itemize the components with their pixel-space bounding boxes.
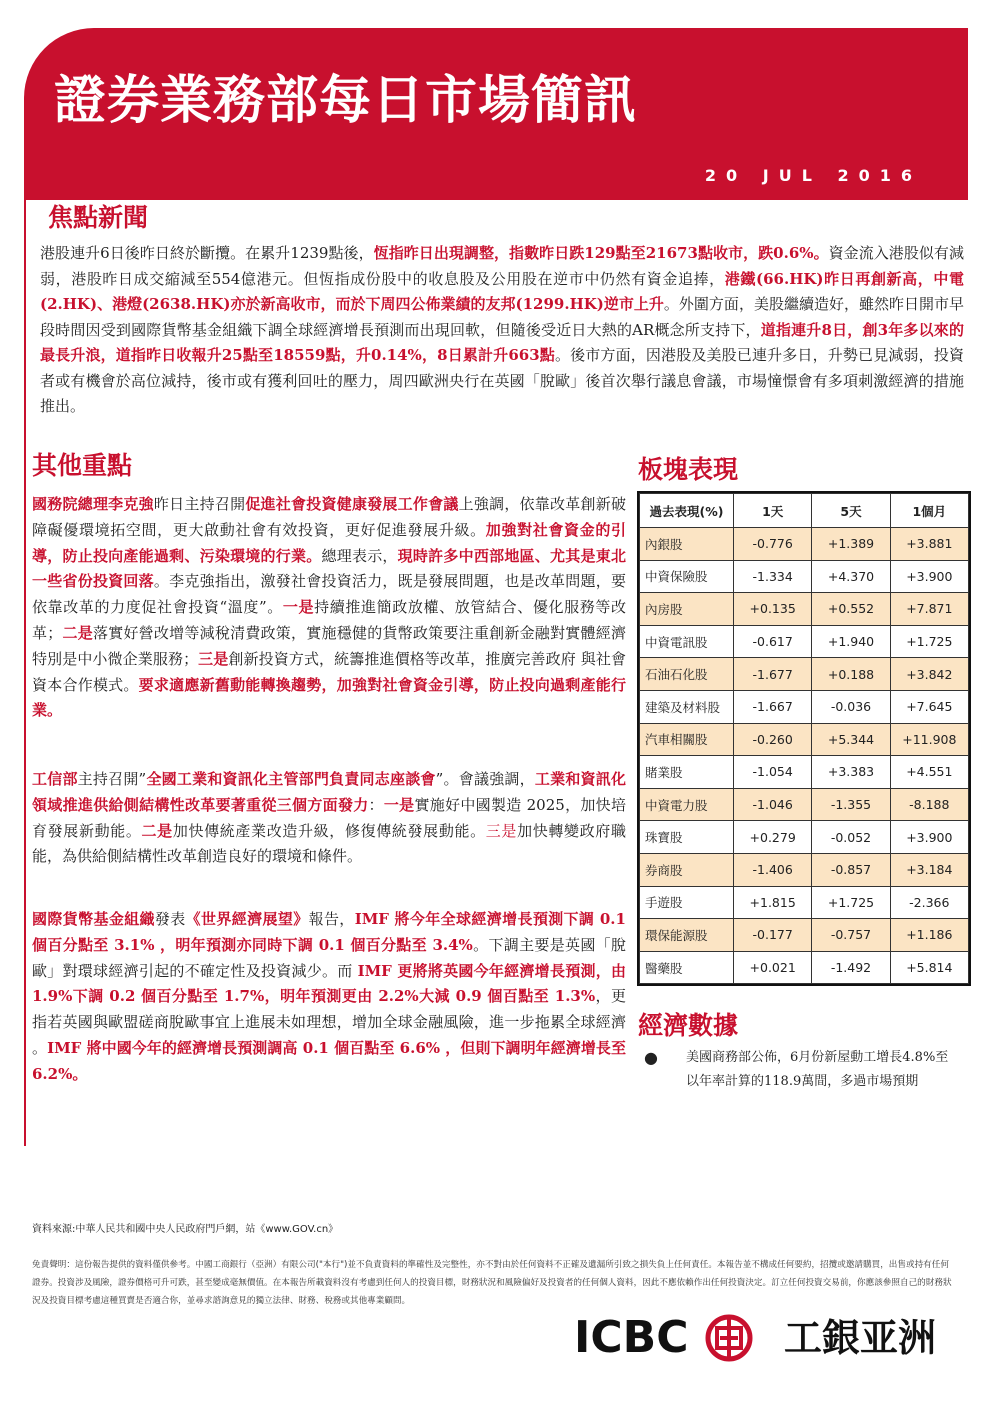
one-day-cell: -1.406 [734, 853, 812, 886]
one-month-cell: +3.900 [890, 560, 968, 593]
one-day-cell: -1.667 [734, 690, 812, 723]
highlight-segment: 工業和資訊化領域推進供給側結構性改革要著重從三個方面發力 [32, 770, 626, 814]
one-month-cell: +4.551 [890, 756, 968, 789]
table-row [640, 723, 969, 756]
five-day-cell: +0.188 [812, 658, 890, 691]
highlight-segment: 道指連升8日，創3年多以來的最長升浪，道指昨日收報升25點至18559點，升0.14%，8日累計升663點 [40, 320, 964, 364]
sector-performance-title: 板塊表現 [638, 455, 739, 484]
one-day-cell: -1.677 [734, 658, 812, 691]
table-row [640, 821, 969, 854]
text-segment: 港股連升6日後昨日終於斷攬。在累升1239點後， [40, 244, 374, 262]
page-title: 證券業務部每日市場簡訊 [54, 71, 638, 131]
five-day-cell: -0.757 [812, 919, 890, 952]
header-5-day: 5天 [812, 494, 890, 528]
logo-chinese-text: 工銀亚洲 [784, 1316, 937, 1360]
text-segment: 昨日主持召開 [153, 495, 246, 513]
table-header-row [640, 494, 969, 528]
five-day-cell: +0.552 [812, 593, 890, 626]
highlight-segment: 《世界經濟展望》 [185, 910, 309, 928]
highlight-segment: 加強對社會資金的引導，防止投向產能過剩、污染環境的行業。 [32, 520, 626, 565]
economic-data-title: 經濟數據 [638, 1011, 739, 1040]
text-segment: 。李克強指出，激發社會投資活力，既是發展問題，也是改革問題，要依靠改革的力度促社會投資“溫度”。 [32, 572, 626, 617]
sector-name-cell: 中資電訊股 [640, 625, 734, 658]
highlight-segment: 一是 [282, 598, 315, 617]
one-month-cell: -8.188 [890, 788, 968, 821]
sector-name-cell: 內銀股 [640, 528, 734, 561]
highlight-paragraph-state-council [32, 492, 626, 724]
one-day-cell: -1.334 [734, 560, 812, 593]
table-row [640, 886, 969, 919]
sector-name-cell: 建築及材料股 [640, 690, 734, 723]
sector-name-cell: 賭業股 [640, 756, 734, 789]
one-month-cell: +1.186 [890, 919, 968, 952]
one-month-cell: +5.814 [890, 951, 968, 984]
table-row [640, 528, 969, 561]
one-day-cell: +1.815 [734, 886, 812, 919]
report-date: 20 JUL 2016 [704, 166, 922, 185]
focus-news-body [40, 241, 964, 420]
one-day-cell: +0.021 [734, 951, 812, 984]
one-day-cell: +0.135 [734, 593, 812, 626]
highlight-segment: 恆指昨日出現調整，指數昨日跌129點至21673點收市，跌0.6%。 [373, 244, 829, 262]
icbc-logo [574, 1313, 958, 1363]
text-segment: 加快轉變政府職能，為供給側結構性改革創造良好的環境和條件。 [32, 821, 626, 866]
five-day-cell: +5.344 [812, 723, 890, 756]
table-row [640, 951, 969, 984]
highlight-segment: IMF 更將將英國今年經濟增長預測，由 1.9%下調 0.2 個百分點至 1.7%，明年預測更由 2.2%大減 0.9 個百點至 1.3% [32, 961, 626, 1006]
sector-name-cell: 汽車相關股 [640, 723, 734, 756]
table-row [640, 625, 969, 658]
focus-news-title: 焦點新聞 [48, 203, 149, 232]
highlight-segment: 三是 [485, 821, 518, 840]
table-row [640, 756, 969, 789]
text-segment: 。後市方面，因港股及美股已連升多日，升勢已見減弱，投資者或有機會於高位減持，後市或有獲利回吐的壓力，周四歐洲央行在英國「脫歐」後首次舉行議息會議，市場憧憬會有多項刺激經濟的措施推出。 [40, 346, 964, 415]
text-segment: 創新投資方式，統籌推進價格等改革，推廣完善政府 與社會資本合作模式。 [32, 649, 626, 694]
bullet-icon: ● [644, 1048, 658, 1067]
highlight-segment: 一是 [383, 795, 415, 814]
highlight-segment: IMF 將中國今年的經濟增長預測調高 0.1 個百點至 6.6% ，但則下調明年經濟增長至 6.2%。 [32, 1038, 626, 1083]
one-month-cell: +1.725 [890, 625, 968, 658]
sector-name-cell: 內房股 [640, 593, 734, 626]
highlight-segment: 現時許多中西部地區、尤其是東北一些省份投資回落 [32, 546, 626, 591]
sector-name-cell: 醫藥股 [640, 951, 734, 984]
highlight-segment: 二是 [141, 821, 173, 840]
text-segment: 報告， [308, 910, 355, 928]
table-row [640, 919, 969, 952]
sector-performance-table [639, 493, 969, 984]
one-month-cell: +3.842 [890, 658, 968, 691]
text-segment: ”。會議強調， [435, 770, 535, 788]
one-day-cell: +0.279 [734, 821, 812, 854]
sector-name-cell: 中資電力股 [640, 788, 734, 821]
text-segment: 加快傳統產業改造升級，修復傳統發展動能。 [172, 821, 486, 840]
text-segment: 實施好中國製造 2025，加快培育發展新動能。 [32, 795, 626, 840]
five-day-cell: -1.492 [812, 951, 890, 984]
sector-name-cell: 券商股 [640, 853, 734, 886]
left-divider [24, 200, 26, 1146]
one-month-cell: +3.184 [890, 853, 968, 886]
one-month-cell: +7.871 [890, 593, 968, 626]
text-segment: 上強調，依靠改革創新破障礙優環境拓空間，更大啟動社會有效投資，更好促進發展升級。 [32, 495, 626, 539]
table-row [640, 658, 969, 691]
highlight-segment: 國際貨幣基金組織 [32, 910, 155, 928]
text-segment: 落實好營改增等減稅清費政策，實施穩健的貨幣政策要注重創新金融對實體經濟特別是中小微企業服務； [32, 623, 626, 668]
highlight-segment: 促進社會投資健康發展工作會議 [245, 495, 459, 513]
highlights-title: 其他重點 [32, 451, 133, 480]
five-day-cell: +4.370 [812, 560, 890, 593]
one-month-cell: +3.881 [890, 528, 968, 561]
one-month-cell: -2.366 [890, 886, 968, 919]
one-day-cell: -0.617 [734, 625, 812, 658]
table-row [640, 560, 969, 593]
one-day-cell: -0.177 [734, 919, 812, 952]
five-day-cell: -0.036 [812, 690, 890, 723]
disclaimer: 免責聲明：這份報告提供的資料僅供參考。中國工商銀行（亞洲）有限公司("本行")並不負責資料的準確性及完整性，亦不對由於任何資料不正確及遺漏所引致之損失負上任何責任。本報告並不構成任何要約，招攬或邀請購買，出售或持有任何證券。投資涉及風險，證券價格可升可跌，甚至變成毫無價值。在本報告所載資料沒有考慮到任何人的投資目標，財務狀況和風險偏好及投資者的任何個人資料，因此不應依賴作出任何投資決定。訂立任何投資交易前，你應該參照自己的財務狀況及投資目標考慮這種買賣是否適合你，並尋求諮詢意見的獨立法律、財務、稅務或其他專業顧問。 [32, 1260, 952, 1306]
highlight-segment: 二是 [62, 623, 93, 642]
header-1-day: 1天 [734, 494, 812, 528]
highlight-segment: IMF 將今年全球經濟增長預測下調 0.1 個百分點至 3.1% ，明年預測亦同時下調 0.1 個百分點至 3.4% [32, 910, 626, 954]
five-day-cell: +1.940 [812, 625, 890, 658]
highlight-segment: 國務院總理李克強 [32, 495, 154, 513]
text-segment: ： [368, 795, 384, 814]
one-day-cell: -1.046 [734, 788, 812, 821]
economic-data-text: 美國商務部公佈，6月份新屋動工增長4.8%至以年率計算的118.9萬間，多過市場預期 [686, 1050, 949, 1089]
text-segment: 發表 [154, 910, 186, 928]
one-day-cell: -1.054 [734, 756, 812, 789]
header-period: 過去表現(%) [640, 494, 734, 528]
five-day-cell: -1.355 [812, 788, 890, 821]
table-row [640, 853, 969, 886]
highlight-segment: 三是 [198, 649, 229, 668]
icbc-emblem-icon [704, 1313, 754, 1363]
sector-name-cell: 手遊股 [640, 886, 734, 919]
highlight-segment: 全國工業和資訊化主管部門負責同志座談會 [146, 770, 436, 788]
one-day-cell: -0.260 [734, 723, 812, 756]
five-day-cell: +3.383 [812, 756, 890, 789]
table-row [640, 690, 969, 723]
logo-latin-text: ICBC [574, 1312, 689, 1363]
header-1-month: 1個月 [890, 494, 968, 528]
one-month-cell: +3.900 [890, 821, 968, 854]
text-segment: ，更指若英國與歐盟磋商脫歐事宜上進展未如理想，增加全球金融風險，進一步拖累全球經濟 。 [32, 987, 626, 1057]
one-month-cell: +11.908 [890, 723, 968, 756]
highlight-paragraph-imf [32, 907, 626, 1088]
table-row [640, 788, 969, 821]
sector-table-frame [637, 491, 971, 986]
sector-name-cell: 環保能源股 [640, 919, 734, 952]
five-day-cell: -0.052 [812, 821, 890, 854]
sector-name-cell: 珠寶股 [640, 821, 734, 854]
five-day-cell: +1.389 [812, 528, 890, 561]
five-day-cell: -0.857 [812, 853, 890, 886]
highlight-segment: 要求適應新舊動能轉換趨勢，加強對社會資金引導，防止投向過剩產能行業。 [32, 675, 626, 720]
highlight-segment: 港鐵(66.HK)昨日再創新高，中電(2.HK)、港燈(2638.HK)亦於新高收市，而於下周四公佈業績的友邦(1299.HK)逆市上升 [40, 269, 964, 313]
text-segment: 。下調主要是英國「脫歐」對環球經濟引起的不確定性及投資減少。而 [32, 935, 626, 980]
one-month-cell: +7.645 [890, 690, 968, 723]
table-row [640, 593, 969, 626]
sector-name-cell: 中資保險股 [640, 560, 734, 593]
text-segment: 資金流入港股似有減弱，港股昨日成交縮減至554億港元。但恆指成份股中的收息股及公用股在逆市中仍然有資金追捧， [40, 244, 964, 288]
highlight-paragraph-miit [32, 767, 626, 870]
text-segment: 總理表示， [321, 546, 398, 565]
five-day-cell: +1.725 [812, 886, 890, 919]
sector-name-cell: 石油石化股 [640, 658, 734, 691]
data-source: 資料來源:中華人民共和國中央人民政府門戶網，站《www.GOV.cn》 [32, 1224, 339, 1235]
highlight-segment: 工信部 [32, 770, 78, 788]
text-segment: 主持召開” [77, 770, 147, 788]
one-day-cell: -0.776 [734, 528, 812, 561]
text-segment: 持續推進簡政放權、放管結合、優化服務等改革； [32, 598, 626, 642]
text-segment: 。外圍方面，美股繼續造好，雖然昨日開市早段時間因受到國際貨幣基金組織下調全球經濟增長預測而出現回軟，但隨後受近日大熱的AR概念所支持下， [40, 295, 964, 339]
